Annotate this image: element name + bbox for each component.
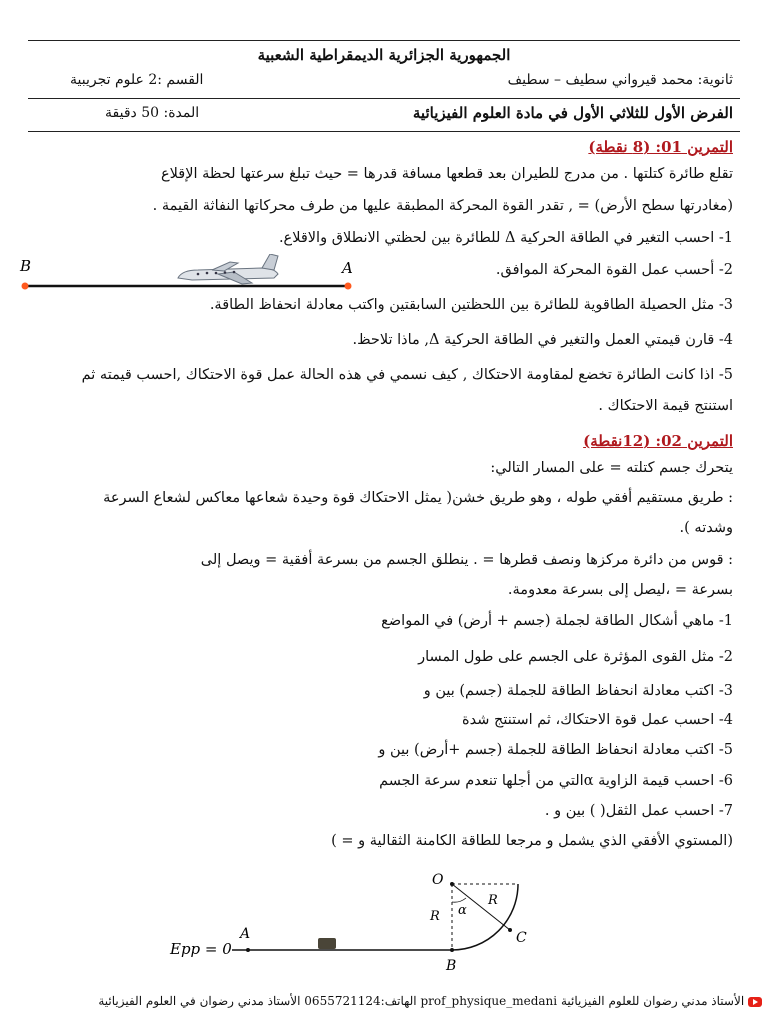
ex1-question-1: 1- احسب التغير في الطاقة الحركية Δ للطائرة بين لحظتي الانطلاق والاقلاع. (278, 230, 733, 246)
ex1-question-3: 3- مثل الحصيلة الطاقوية للطائرة بين اللحظتين السابقتين واكتب معادلة انحفاظ الطاقة. (209, 297, 733, 313)
epp-label: Epp = 0 (170, 940, 232, 958)
ex2-segment-1b: وشدته ). (679, 520, 733, 536)
ex1-question-4: 4- قارن قيمتي العمل والتغير في الطاقة الحركية Δ, ماذا تلاحظ. (352, 332, 733, 348)
point-c-dot (508, 928, 512, 932)
point-b-label: B (446, 958, 457, 974)
ex2-question-4: 4- احسب عمل قوة الاحتكاك، ثم استنتج شدة (462, 712, 733, 728)
point-b-dot (450, 948, 454, 952)
exercise-2-title: التمرين 02: (12نقطة) (583, 432, 733, 450)
ex1-intro-line-1: تقلع طائرة كتلتها . من مدرج للطيران بعد قطعها مسافة قدرها = حيث تبلغ سرعتها لحظة الإقلاع (160, 166, 733, 182)
header-rule-1 (28, 98, 740, 99)
point-a-label: A (240, 926, 251, 942)
school-name: ثانوية: محمد قيرواني سطيف – سطيف (507, 72, 733, 88)
airplane-icon (178, 254, 278, 284)
runway-figure (12, 254, 372, 298)
duration-label: المدة: 50 دقيقة (105, 105, 200, 121)
ex2-question-5: 5- اكتب معادلة انحفاظ الطاقة للجملة (جسم +أرض) بين و (378, 742, 733, 758)
ex2-segment-1a: : طريق مستقيم أفقي طوله ، وهو طريق خشن( يمثل الاحتكاك قوة وحيدة شعاعها معاكس لشعاع السرعة (103, 490, 733, 506)
exercise-1-title: التمرين 01: (8 نقطة) (588, 138, 733, 156)
ex2-reference-note: (المستوي الأفقي الذي يشمل و مرجعا للطاقة الكامنة الثقالية و = ) (331, 833, 733, 849)
ex2-question-2: 2- مثل القوى المؤثرة على الجسم على طول المسار (418, 649, 733, 665)
point-a-dot (246, 948, 250, 952)
youtube-icon[interactable] (748, 997, 762, 1007)
ex2-segment-2b: بسرعة = ،ليصل إلى بسرعة معدومة. (507, 582, 733, 598)
track-figure (160, 862, 560, 982)
header-rule-2 (28, 131, 740, 132)
ex2-question-1: 1- ماهي أشكال الطاقة لجملة (جسم + أرض) في المواضع (381, 613, 733, 629)
angle-arc (452, 898, 466, 902)
point-b-dot (22, 283, 29, 290)
ex2-question-3: 3- اكتب معادلة انحفاظ الطاقة للجملة (جسم) بين و (423, 683, 733, 699)
point-a-label: A (342, 259, 353, 277)
point-c-label: C (516, 930, 527, 946)
ex1-question-5b: استنتج قيمة الاحتكاك . (598, 398, 733, 414)
ex2-intro: يتحرك جسم كتلته = على المسار التالي: (490, 460, 733, 476)
moving-body (318, 938, 336, 949)
footer-bar (6, 994, 762, 1008)
footer-text: الأستاذ مدني رضوان للعلوم الفيزيائية prof_physique_medani الهاتف:0655721124 الأستاذ مدني رضوان في العلوم الفيزيائية (98, 994, 745, 1008)
ex1-intro-line-2: (مغادرتها سطح الأرض) = , تقدر القوة المحركة المطبقة عليها من طرف محركاتها النفاثة القيمة . (152, 198, 733, 214)
radius-label-oblique: R (488, 893, 498, 908)
ex1-question-5a: 5- اذا كانت الطائرة تخضع لمقاومة الاحتكاك , كيف نسمي في هذه الحالة عمل قوة الاحتكاك ,احسب قيمته ثم (81, 367, 733, 383)
ex2-question-6: 6- احسب قيمة الزاوية αالتي من أجلها تنعدم سرعة الجسم (379, 773, 733, 789)
point-a-dot (345, 283, 352, 290)
top-rule (28, 40, 740, 41)
exam-title: الفرض الأول للثلاثي الأول في مادة العلوم الفيزيائية (412, 104, 733, 122)
alpha-label: α (458, 903, 467, 918)
ex1-question-2: 2- أحسب عمل القوة المحركة الموافق. (495, 262, 733, 278)
ex2-segment-2a: : قوس من دائرة مركزها ونصف قطرها = . ينطلق الجسم من بسرعة أفقية = ويصل إلى (200, 552, 733, 568)
center-o-label: O (432, 872, 444, 888)
point-b-label: B (20, 257, 32, 275)
radius-label-vertical: R (430, 909, 440, 924)
section-label: القسم :2 علوم تجريبية (70, 72, 204, 88)
center-o-dot (450, 882, 454, 886)
republic-title: الجمهورية الجزائرية الديمقراطية الشعبية (257, 46, 511, 64)
ex2-question-7: 7- احسب عمل الثقل( ) بين و . (544, 803, 733, 819)
